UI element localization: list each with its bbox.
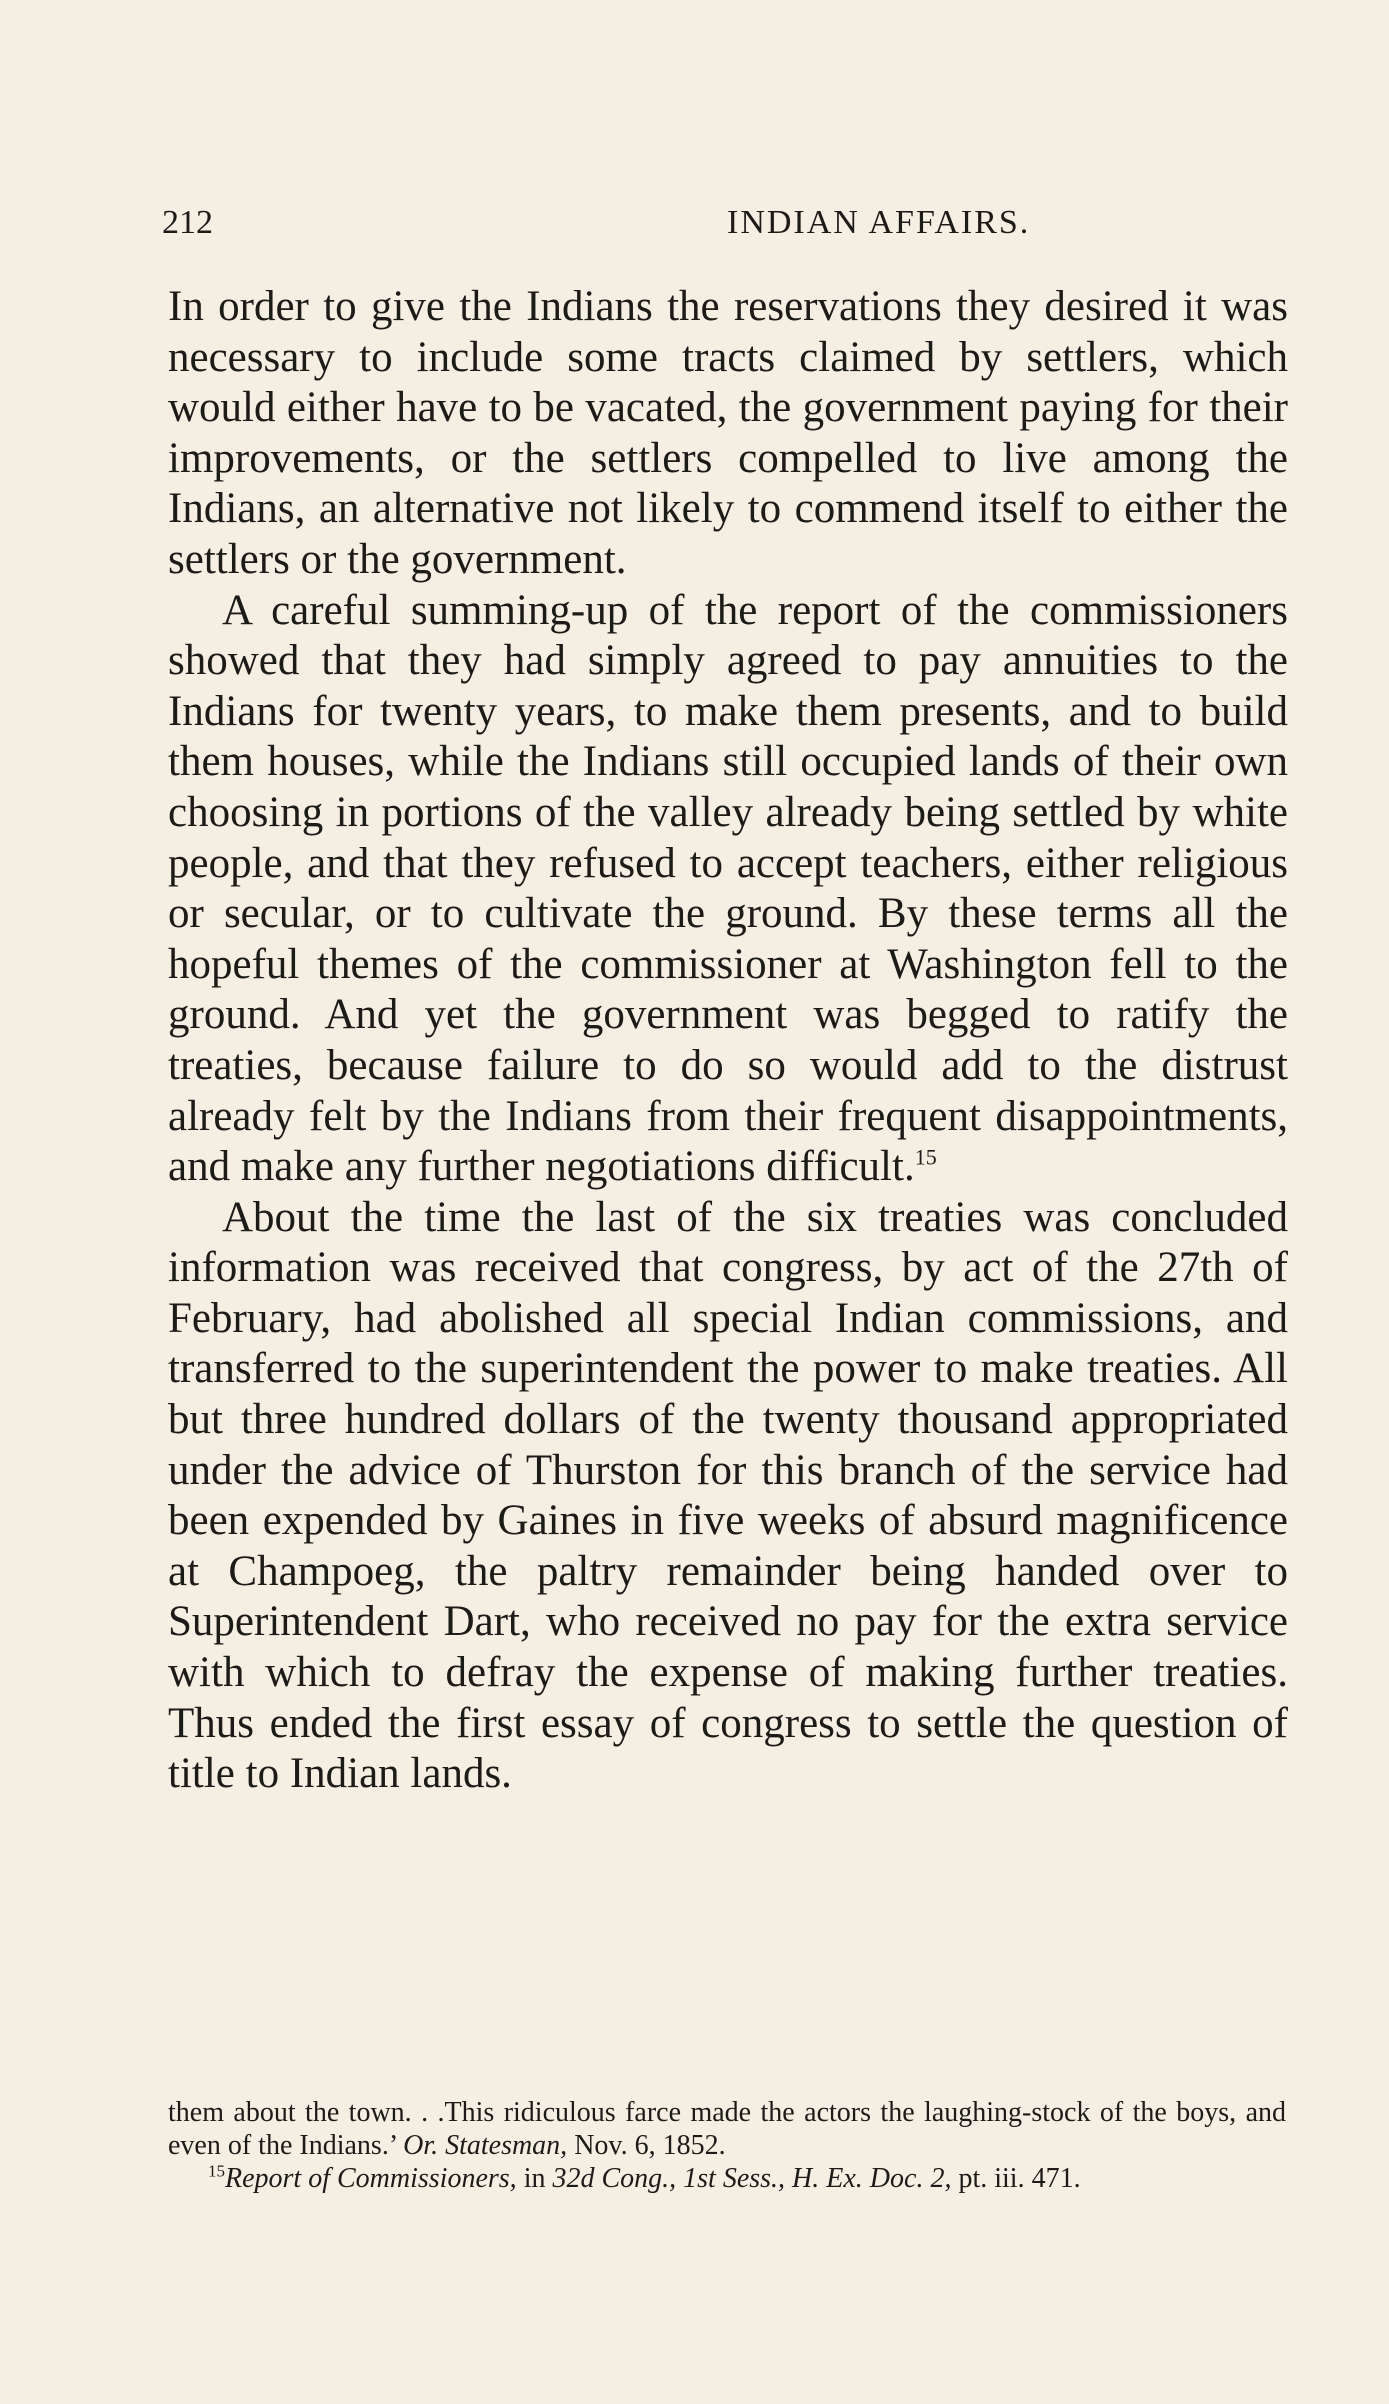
footnote-continuation-text: them about the town. . .This ridiculous farce made the actors the laughing-stock of the boys, and even of the Indians.’ [168,2097,1286,2161]
footnote-congress: 32d Cong., 1st Sess., H. Ex. Doc. 2, [552,2163,952,2194]
footnote-ref: 15 [914,1144,937,1170]
running-title: INDIAN AFFAIRS. [727,204,1031,241]
paragraph-2-text: A careful summing-up of the report of the commissioners showed that they had simply agreed to pay annuities to the Indians for twenty years, to make them presents, and to build them houses, while the Indians still occupied lands of their own choosing in portions of the valley already being settled by white people, and that they refused to accept teachers, either religious or secular, or to cultivate the ground. By these terms all the hopeful themes of the commissioner at Washington fell to the ground. And yet the government was begged to ratify the treaties, because failure to do so would add to the distrust already felt by the Indians from their frequent disappointments, and make any further negotiations difficult. [168,586,1288,1191]
page-number: 212 [162,204,213,241]
footnote-pages: pt. iii. 471. [958,2163,1081,2194]
footnote-title: Report of Commissioners, [225,2163,517,2194]
footnote-continuation-date: Nov. 6, 1852. [574,2130,726,2161]
footnote-continuation [168,2096,1286,2162]
body-text [168,282,1288,1800]
paragraph-3: About the time the last of the six treaties was concluded information was received that congress, by act of the 27th of February, had abolished all special Indian commissions, and transferred to the superintendent the power to make treaties. All but three hundred dollars of the twenty thousand appropriated under the advice of Thurston for this branch of the service had been expended by Gaines in five weeks of absurd magnificence at Champoeg, the paltry remainder being handed over to Superintendent Dart, who received no pay for the extra service with which to defray the expense of making further treaties. Thus ended the first essay of congress to settle the question of title to Indian lands. [168,1193,1288,1798]
paragraph-1: In order to give the Indians the reservations they desired it was necessary to include some tracts claimed by settlers, which would either have to be vacated, the government paying for their improvements, or the settlers compelled to live among the Indians, an alternative not likely to commend itself to either the settlers or the government. [168,283,1288,583]
paragraph-2 [168,586,1288,1193]
footnotes [168,2096,1286,2195]
footnote-in: in [523,2163,546,2194]
footnote-continuation-source: Or. Statesman, [403,2130,568,2161]
footnote-15 [168,2162,1286,2195]
footnote-number: 15 [208,2161,225,2181]
running-head [162,204,1280,244]
